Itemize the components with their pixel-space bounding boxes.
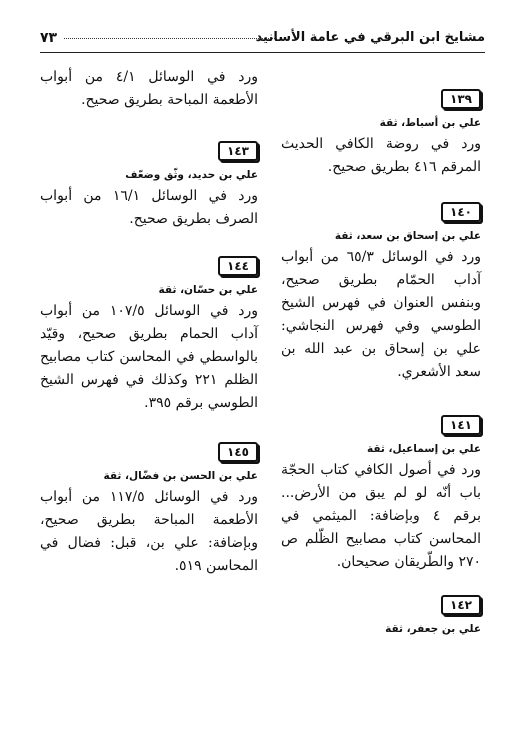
- narrator-name: علي بن إسحاق بن سعد، ثقة: [334, 230, 481, 242]
- running-title: مشايخ ابن البرقي في عامة الأسانيد: [255, 30, 485, 45]
- entry-text: ورد في الوسائل ١٦/١ من أبواب الصرف بطريق صحيح.: [40, 188, 258, 227]
- right-column: [281, 66, 481, 653]
- entry-142: [281, 594, 481, 635]
- page-header: [40, 28, 485, 53]
- entry-text: ورد في الوسائل ١١٧/٥ من أبواب الأطعمة المباحة بطريق صحيح، وبإضافة: علي بن، قبل: فضال في المحاسن ٥١٩.: [40, 489, 258, 574]
- entry-text: ورد في روضة الكافي الحديث المرقم ٤١٦ بطريق صحيح.: [281, 136, 481, 175]
- entry-text: ورد في أصول الكافي كتاب الحجّة باب أنّه لو لم يبق من الأرض... برقم ٤ وبإضافة: الميثمي في المحاسن كتاب مصابيح الظّلم ص ٢٧٠ والطّريقان صحيحان.: [281, 462, 481, 570]
- entry-number-badge: ١٤٢: [441, 595, 481, 615]
- entry-number-badge: ١٤٥: [218, 442, 258, 462]
- continued-entry-text: ورد في الوسائل ٤/١ من أبواب الأطعمة المباحة بطريق صحيح.: [40, 69, 258, 108]
- narrator-name: علي بن جعفر، ثقة: [385, 623, 481, 635]
- entry-139: [281, 88, 481, 179]
- entry-143: [40, 140, 258, 231]
- left-column: [40, 66, 258, 596]
- leader-dots: [64, 38, 277, 39]
- narrator-name: علي بن أسباط، ثقة: [379, 117, 481, 129]
- entry-145: [40, 441, 258, 578]
- entry-number-badge: ١٤٣: [218, 141, 258, 161]
- entry-number-badge: ١٤٤: [218, 256, 258, 276]
- entry-141: [281, 414, 481, 574]
- narrator-name: علي بن إسماعيل، ثقة: [366, 443, 481, 455]
- entry-140: [281, 201, 481, 384]
- entry-number-badge: ١٤٠: [441, 202, 481, 222]
- entry-text: ورد في الوسائل ١٠٧/٥ من أبواب آداب الحمام بطريق صحيح، وقيّد بالواسطي في المحاسن كتاب مصابيح الظلم ٢٢١ وكذلك في فهرس الشيخ الطوسي برقم ٣٩٥.: [40, 303, 258, 411]
- narrator-name: علي بن حديد، وثّق وضعّف: [125, 169, 258, 181]
- entry-144: [40, 255, 258, 415]
- narrator-name: علي بن حسّان، ثقة: [158, 284, 258, 296]
- page-number: ٧٣: [40, 30, 58, 46]
- entry-number-badge: ١٣٩: [441, 89, 481, 109]
- narrator-name: علي بن الحسن بن فضّال، ثقة: [103, 470, 258, 482]
- entry-text: ورد في الوسائل ٦٥/٣ من أبواب آداب الحمّام بطريق صحيح، وبنفس العنوان في فهرس الشيخ الطوسي وفي فهرس النجاشي: علي بن إسحاق بن عبد الله بن سعد الأشعري.: [281, 249, 481, 380]
- entry-number-badge: ١٤١: [441, 415, 481, 435]
